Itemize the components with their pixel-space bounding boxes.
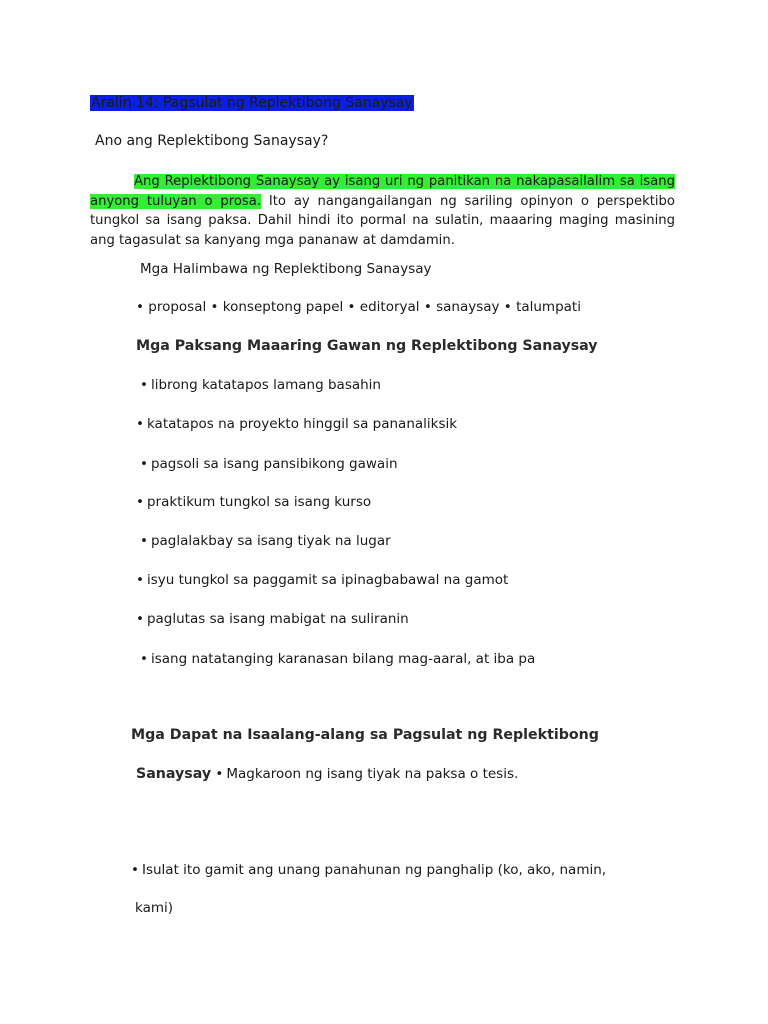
considerations-line [136, 766, 518, 782]
bullet-icon: • [136, 494, 144, 510]
lesson-title [90, 95, 414, 111]
examples-list: • proposal • konseptong papel • editoryal • sanaysay • talumpati [136, 299, 581, 315]
bullet-icon: • [136, 416, 144, 432]
examples-heading: Mga Halimbawa ng Replektibong Sanaysay [140, 261, 432, 277]
section-question: Ano ang Replektibong Sanaysay? [95, 133, 329, 149]
bullet-icon: • [140, 651, 148, 667]
bullet-icon: • [140, 377, 148, 393]
list-item: • praktikum tungkol sa isang kurso [136, 494, 372, 510]
list-item: • katatapos na proyekto hinggil sa pananaliksik [136, 416, 458, 432]
list-item: • isang natatanging karanasan bilang mag-aaral, at iba pa [140, 651, 536, 667]
considerations-heading-continued: Sanaysay [136, 766, 212, 782]
list-item: • paglutas sa isang mabigat na suliranin [136, 611, 409, 627]
bullet-icon: • [140, 456, 148, 472]
list-item: • paglalakbay sa isang tiyak na lugar [140, 533, 391, 549]
definition-highlight: Ang Replektibong Sanaysay ay isang uri ng panitikan na nakapasailalim sa isang anyong tuluyan o prosa. [90, 174, 675, 209]
consideration-item: Magkaroon ng isang tiyak na paksa o tesis. [226, 766, 519, 782]
bullet-icon: • [131, 862, 139, 878]
topics-heading: Mga Paksang Maaaring Gawan ng Replektibong Sanaysay [136, 338, 598, 354]
consideration-item: • Isulat ito gamit ang unang panahunan ng panghalip (ko, ako, namin, [131, 862, 607, 878]
definition-paragraph [90, 172, 675, 250]
bullet-icon: • [140, 533, 148, 549]
lesson-title-text: Aralin 14: Pagsulat ng Replektibong Sanaysay [91, 95, 413, 111]
consideration-item-continued: kami) [135, 900, 174, 916]
list-item: • isyu tungkol sa paggamit sa ipinagbabawal na gamot [136, 572, 509, 588]
bullet-icon: • [136, 611, 144, 627]
considerations-heading: Mga Dapat na Isaalang-alang sa Pagsulat ng Replektibong [131, 727, 599, 743]
definition-rest: Ito ay nangangailangan ng sariling opinyon o perspektibo tungkol sa isang paksa. Dahil hindi ito pormal na sulatin, maaaring maging masining ang tagasulat sa kanyang mga pananaw at damdamin. [90, 193, 675, 248]
bullet-icon: • [215, 766, 224, 782]
list-item: • librong katatapos lamang basahin [140, 377, 381, 393]
list-item: • pagsoli sa isang pansibikong gawain [140, 456, 398, 472]
bullet-icon: • [136, 572, 144, 588]
